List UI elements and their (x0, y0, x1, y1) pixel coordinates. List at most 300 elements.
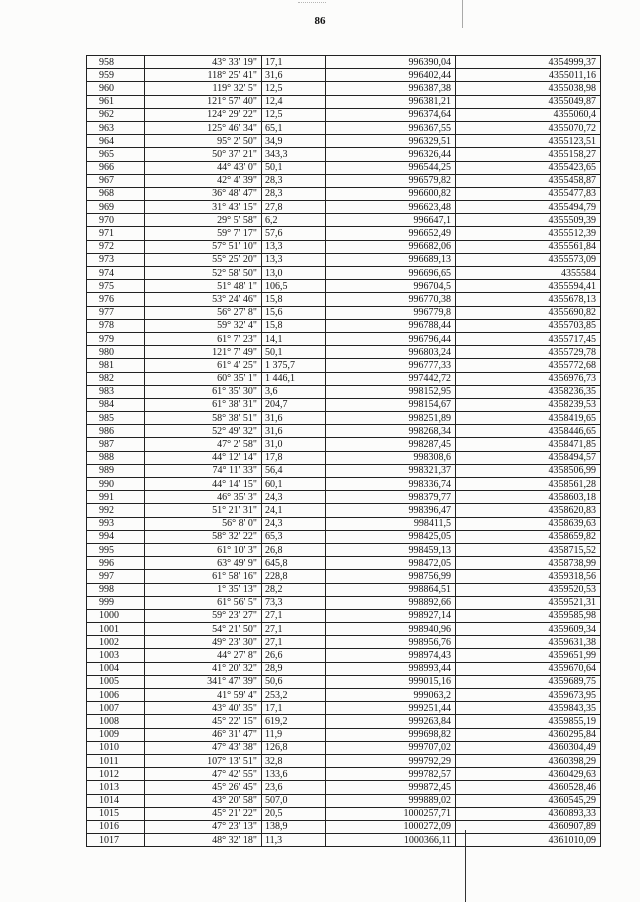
table-row (87, 148, 601, 161)
distance-cell: 31,0 (262, 438, 326, 451)
point-number-cell: 970 (87, 214, 145, 227)
distance-cell: 204,7 (262, 398, 326, 411)
distance-cell: 27,8 (262, 201, 326, 214)
y-coordinate-cell: 4360528,46 (456, 781, 601, 794)
distance-cell: 138,9 (262, 820, 326, 833)
y-coordinate-cell: 4358236,35 (456, 385, 601, 398)
x-coordinate-cell: 996788,44 (326, 319, 456, 332)
y-coordinate-cell: 4359521,31 (456, 596, 601, 609)
distance-cell: 619,2 (262, 715, 326, 728)
point-number-cell: 979 (87, 332, 145, 345)
table-row (87, 425, 601, 438)
point-number-cell: 994 (87, 530, 145, 543)
y-coordinate-cell: 4355477,83 (456, 187, 601, 200)
y-coordinate-cell: 4360907,89 (456, 820, 601, 833)
distance-cell: 24,1 (262, 504, 326, 517)
point-number-cell: 1007 (87, 702, 145, 715)
distance-cell: 24,3 (262, 517, 326, 530)
distance-cell: 24,3 (262, 491, 326, 504)
bearing-cell: 60° 35' 1" (145, 372, 262, 385)
x-coordinate-cell: 999251,44 (326, 702, 456, 715)
y-coordinate-cell: 4360893,33 (456, 807, 601, 820)
table-row (87, 174, 601, 187)
point-number-cell: 968 (87, 187, 145, 200)
x-coordinate-cell: 999792,29 (326, 754, 456, 767)
bearing-cell: 124° 29' 22" (145, 108, 262, 121)
bearing-cell: 63° 49' 9" (145, 557, 262, 570)
point-number-cell: 965 (87, 148, 145, 161)
point-number-cell: 997 (87, 570, 145, 583)
y-coordinate-cell: 4359673,95 (456, 689, 601, 702)
table-row (87, 781, 601, 794)
point-number-cell: 967 (87, 174, 145, 187)
table-row (87, 121, 601, 134)
point-number-cell: 969 (87, 201, 145, 214)
point-number-cell: 989 (87, 464, 145, 477)
y-coordinate-cell: 4358603,18 (456, 491, 601, 504)
distance-cell: 14,1 (262, 332, 326, 345)
distance-cell: 507,0 (262, 794, 326, 807)
y-coordinate-cell: 4355423,65 (456, 161, 601, 174)
point-number-cell: 978 (87, 319, 145, 332)
y-coordinate-cell: 4355690,82 (456, 306, 601, 319)
distance-cell: 50,1 (262, 161, 326, 174)
table-row (87, 359, 601, 372)
bearing-cell: 61° 38' 31" (145, 398, 262, 411)
distance-cell: 13,3 (262, 240, 326, 253)
y-coordinate-cell: 4359585,98 (456, 609, 601, 622)
binding-rule-bottom (465, 830, 466, 902)
table-row (87, 201, 601, 214)
distance-cell: 12,4 (262, 95, 326, 108)
table-row (87, 609, 601, 622)
table-row (87, 543, 601, 556)
bearing-cell: 51° 21' 31" (145, 504, 262, 517)
table-row (87, 108, 601, 121)
table-row (87, 95, 601, 108)
bearing-cell: 74° 11' 33" (145, 464, 262, 477)
table-row (87, 346, 601, 359)
bearing-cell: 61° 58' 16" (145, 570, 262, 583)
x-coordinate-cell: 999263,84 (326, 715, 456, 728)
coordinates-table (86, 55, 601, 847)
distance-cell: 3,6 (262, 385, 326, 398)
bearing-cell: 61° 10' 3" (145, 543, 262, 556)
distance-cell: 73,3 (262, 596, 326, 609)
x-coordinate-cell: 998152,95 (326, 385, 456, 398)
point-number-cell: 964 (87, 135, 145, 148)
bearing-cell: 45° 22' 15" (145, 715, 262, 728)
point-number-cell: 988 (87, 451, 145, 464)
table-row (87, 280, 601, 293)
distance-cell: 126,8 (262, 741, 326, 754)
bearing-cell: 42° 4' 39" (145, 174, 262, 187)
bearing-cell: 61° 4' 25" (145, 359, 262, 372)
table-row (87, 187, 601, 200)
y-coordinate-cell: 4358494,57 (456, 451, 601, 464)
x-coordinate-cell: 996796,44 (326, 332, 456, 345)
point-number-cell: 1011 (87, 754, 145, 767)
y-coordinate-cell: 4360398,29 (456, 754, 601, 767)
x-coordinate-cell: 999063,2 (326, 689, 456, 702)
x-coordinate-cell: 996367,55 (326, 121, 456, 134)
bearing-cell: 1° 35' 13" (145, 583, 262, 596)
y-coordinate-cell: 4355772,68 (456, 359, 601, 372)
y-coordinate-cell: 4358659,82 (456, 530, 601, 543)
y-coordinate-cell: 4355703,85 (456, 319, 601, 332)
table-row (87, 675, 601, 688)
table-row (87, 636, 601, 649)
x-coordinate-cell: 996623,48 (326, 201, 456, 214)
x-coordinate-cell: 998864,51 (326, 583, 456, 596)
point-number-cell: 963 (87, 121, 145, 134)
point-number-cell: 1005 (87, 675, 145, 688)
y-coordinate-cell: 4355509,39 (456, 214, 601, 227)
distance-cell: 31,6 (262, 69, 326, 82)
table-row (87, 214, 601, 227)
table-row (87, 385, 601, 398)
table-row (87, 372, 601, 385)
distance-cell: 28,9 (262, 662, 326, 675)
bearing-cell: 54° 21' 50" (145, 623, 262, 636)
y-coordinate-cell: 4359609,34 (456, 623, 601, 636)
distance-cell: 50,6 (262, 675, 326, 688)
distance-cell: 253,2 (262, 689, 326, 702)
distance-cell: 106,5 (262, 280, 326, 293)
bearing-cell: 45° 21' 22" (145, 807, 262, 820)
y-coordinate-cell: 4358506,99 (456, 464, 601, 477)
table-row (87, 267, 601, 280)
point-number-cell: 998 (87, 583, 145, 596)
point-number-cell: 972 (87, 240, 145, 253)
x-coordinate-cell: 996387,38 (326, 82, 456, 95)
table-row (87, 56, 601, 69)
y-coordinate-cell: 4355584 (456, 267, 601, 280)
table-row (87, 438, 601, 451)
scan-mark (298, 2, 326, 8)
distance-cell: 17,1 (262, 56, 326, 69)
point-number-cell: 1004 (87, 662, 145, 675)
point-number-cell: 990 (87, 478, 145, 491)
table-row (87, 491, 601, 504)
y-coordinate-cell: 4358239,53 (456, 398, 601, 411)
x-coordinate-cell: 999707,02 (326, 741, 456, 754)
bearing-cell: 61° 7' 23" (145, 332, 262, 345)
bearing-cell: 52° 49' 32" (145, 425, 262, 438)
y-coordinate-cell: 4355158,27 (456, 148, 601, 161)
bearing-cell: 58° 38' 51" (145, 412, 262, 425)
y-coordinate-cell: 4360304,49 (456, 741, 601, 754)
bearing-cell: 59° 23' 27" (145, 609, 262, 622)
bearing-cell: 46° 31' 47" (145, 728, 262, 741)
point-number-cell: 1001 (87, 623, 145, 636)
x-coordinate-cell: 996600,82 (326, 187, 456, 200)
bearing-cell: 36° 48' 47" (145, 187, 262, 200)
y-coordinate-cell: 4360295,84 (456, 728, 601, 741)
point-number-cell: 966 (87, 161, 145, 174)
point-number-cell: 985 (87, 412, 145, 425)
x-coordinate-cell: 996777,33 (326, 359, 456, 372)
y-coordinate-cell: 4355561,84 (456, 240, 601, 253)
y-coordinate-cell: 4355678,13 (456, 293, 601, 306)
bearing-cell: 56° 8' 0" (145, 517, 262, 530)
table-row (87, 398, 601, 411)
distance-cell: 60,1 (262, 478, 326, 491)
distance-cell: 13,0 (262, 267, 326, 280)
x-coordinate-cell: 996696,65 (326, 267, 456, 280)
bearing-cell: 44° 12' 14" (145, 451, 262, 464)
y-coordinate-cell: 4360429,63 (456, 768, 601, 781)
table-row (87, 530, 601, 543)
table-row (87, 82, 601, 95)
point-number-cell: 993 (87, 517, 145, 530)
x-coordinate-cell: 996374,64 (326, 108, 456, 121)
x-coordinate-cell: 999889,02 (326, 794, 456, 807)
bearing-cell: 61° 35' 30" (145, 385, 262, 398)
table-row (87, 768, 601, 781)
y-coordinate-cell: 4359520,53 (456, 583, 601, 596)
bearing-cell: 52° 58' 50" (145, 267, 262, 280)
x-coordinate-cell: 998308,6 (326, 451, 456, 464)
y-coordinate-cell: 4359631,38 (456, 636, 601, 649)
table-row (87, 319, 601, 332)
point-number-cell: 996 (87, 557, 145, 570)
distance-cell: 228,8 (262, 570, 326, 583)
point-number-cell: 958 (87, 56, 145, 69)
table-row (87, 649, 601, 662)
y-coordinate-cell: 4354999,37 (456, 56, 601, 69)
bearing-cell: 125° 46' 34" (145, 121, 262, 134)
distance-cell: 57,6 (262, 227, 326, 240)
bearing-cell: 43° 20' 58" (145, 794, 262, 807)
point-number-cell: 999 (87, 596, 145, 609)
table-row (87, 570, 601, 583)
y-coordinate-cell: 4355060,4 (456, 108, 601, 121)
x-coordinate-cell: 998336,74 (326, 478, 456, 491)
x-coordinate-cell: 998993,44 (326, 662, 456, 675)
bearing-cell: 46° 35' 3" (145, 491, 262, 504)
x-coordinate-cell: 998411,5 (326, 517, 456, 530)
point-number-cell: 1013 (87, 781, 145, 794)
x-coordinate-cell: 998472,05 (326, 557, 456, 570)
table-row (87, 412, 601, 425)
distance-cell: 34,9 (262, 135, 326, 148)
bearing-cell: 43° 33' 19" (145, 56, 262, 69)
table-row (87, 227, 601, 240)
page-number: 86 (314, 15, 326, 27)
table-row (87, 293, 601, 306)
table-row (87, 741, 601, 754)
y-coordinate-cell: 4355011,16 (456, 69, 601, 82)
point-number-cell: 1015 (87, 807, 145, 820)
table-row (87, 596, 601, 609)
distance-cell: 15,8 (262, 293, 326, 306)
distance-cell: 28,3 (262, 187, 326, 200)
point-number-cell: 980 (87, 346, 145, 359)
bearing-cell: 48° 32' 18" (145, 834, 262, 847)
x-coordinate-cell: 999698,82 (326, 728, 456, 741)
point-number-cell: 1002 (87, 636, 145, 649)
point-number-cell: 1008 (87, 715, 145, 728)
bearing-cell: 50° 37' 21" (145, 148, 262, 161)
distance-cell: 28,2 (262, 583, 326, 596)
distance-cell: 32,8 (262, 754, 326, 767)
x-coordinate-cell: 996402,44 (326, 69, 456, 82)
x-coordinate-cell: 996326,44 (326, 148, 456, 161)
table-row (87, 689, 601, 702)
table-row (87, 161, 601, 174)
y-coordinate-cell: 4356976,73 (456, 372, 601, 385)
point-number-cell: 991 (87, 491, 145, 504)
distance-cell: 15,8 (262, 319, 326, 332)
table-row (87, 306, 601, 319)
distance-cell: 31,6 (262, 412, 326, 425)
table-row (87, 253, 601, 266)
point-number-cell: 1009 (87, 728, 145, 741)
y-coordinate-cell: 4355494,79 (456, 201, 601, 214)
bearing-cell: 44° 27' 8" (145, 649, 262, 662)
bearing-cell: 118° 25' 41" (145, 69, 262, 82)
bearing-cell: 31° 43' 15" (145, 201, 262, 214)
y-coordinate-cell: 4359855,19 (456, 715, 601, 728)
x-coordinate-cell: 996381,21 (326, 95, 456, 108)
x-coordinate-cell: 998154,67 (326, 398, 456, 411)
point-number-cell: 977 (87, 306, 145, 319)
x-coordinate-cell: 998321,37 (326, 464, 456, 477)
distance-cell: 65,1 (262, 121, 326, 134)
x-coordinate-cell: 1000272,09 (326, 820, 456, 833)
point-number-cell: 1000 (87, 609, 145, 622)
y-coordinate-cell: 4359689,75 (456, 675, 601, 688)
y-coordinate-cell: 4358738,99 (456, 557, 601, 570)
y-coordinate-cell: 4355070,72 (456, 121, 601, 134)
y-coordinate-cell: 4355458,87 (456, 174, 601, 187)
x-coordinate-cell: 998287,45 (326, 438, 456, 451)
bearing-cell: 41° 59' 4" (145, 689, 262, 702)
distance-cell: 20,5 (262, 807, 326, 820)
y-coordinate-cell: 4359651,99 (456, 649, 601, 662)
distance-cell: 1 446,1 (262, 372, 326, 385)
bearing-cell: 44° 14' 15" (145, 478, 262, 491)
y-coordinate-cell: 4360545,29 (456, 794, 601, 807)
x-coordinate-cell: 1000257,71 (326, 807, 456, 820)
bearing-cell: 59° 32' 4" (145, 319, 262, 332)
bearing-cell: 44° 43' 0" (145, 161, 262, 174)
table-row (87, 623, 601, 636)
x-coordinate-cell: 998940,96 (326, 623, 456, 636)
distance-cell: 28,3 (262, 174, 326, 187)
x-coordinate-cell: 996647,1 (326, 214, 456, 227)
x-coordinate-cell: 996682,06 (326, 240, 456, 253)
bearing-cell: 47° 42' 55" (145, 768, 262, 781)
table-row (87, 807, 601, 820)
distance-cell: 1 375,7 (262, 359, 326, 372)
distance-cell: 26,8 (262, 543, 326, 556)
point-number-cell: 1012 (87, 768, 145, 781)
x-coordinate-cell: 998379,77 (326, 491, 456, 504)
y-coordinate-cell: 4358639,63 (456, 517, 601, 530)
distance-cell: 17,1 (262, 702, 326, 715)
distance-cell: 12,5 (262, 108, 326, 121)
y-coordinate-cell: 4359318,56 (456, 570, 601, 583)
distance-cell: 645,8 (262, 557, 326, 570)
bearing-cell: 49° 23' 30" (145, 636, 262, 649)
point-number-cell: 1016 (87, 820, 145, 833)
point-number-cell: 1014 (87, 794, 145, 807)
x-coordinate-cell: 996652,49 (326, 227, 456, 240)
x-coordinate-cell: 996779,8 (326, 306, 456, 319)
bearing-cell: 41° 20' 32" (145, 662, 262, 675)
y-coordinate-cell: 4355038,98 (456, 82, 601, 95)
table-row (87, 240, 601, 253)
point-number-cell: 1003 (87, 649, 145, 662)
table-row (87, 794, 601, 807)
distance-cell: 11,3 (262, 834, 326, 847)
distance-cell: 11,9 (262, 728, 326, 741)
distance-cell: 6,2 (262, 214, 326, 227)
distance-cell: 65,3 (262, 530, 326, 543)
y-coordinate-cell: 4355123,51 (456, 135, 601, 148)
distance-cell: 50,1 (262, 346, 326, 359)
y-coordinate-cell: 4358715,52 (456, 543, 601, 556)
bearing-cell: 121° 7' 49" (145, 346, 262, 359)
x-coordinate-cell: 998974,43 (326, 649, 456, 662)
point-number-cell: 973 (87, 253, 145, 266)
x-coordinate-cell: 998425,05 (326, 530, 456, 543)
bearing-cell: 51° 48' 1" (145, 280, 262, 293)
y-coordinate-cell: 4359843,35 (456, 702, 601, 715)
bearing-cell: 56° 27' 8" (145, 306, 262, 319)
x-coordinate-cell: 998756,99 (326, 570, 456, 583)
table-row (87, 464, 601, 477)
table-row (87, 715, 601, 728)
point-number-cell: 987 (87, 438, 145, 451)
bearing-cell: 47° 2' 58" (145, 438, 262, 451)
x-coordinate-cell: 996329,51 (326, 135, 456, 148)
x-coordinate-cell: 999782,57 (326, 768, 456, 781)
table-row (87, 332, 601, 345)
y-coordinate-cell: 4355717,45 (456, 332, 601, 345)
distance-cell: 133,6 (262, 768, 326, 781)
distance-cell: 27,1 (262, 609, 326, 622)
bearing-cell: 47° 43' 38" (145, 741, 262, 754)
x-coordinate-cell: 999015,16 (326, 675, 456, 688)
distance-cell: 26,6 (262, 649, 326, 662)
point-number-cell: 982 (87, 372, 145, 385)
bearing-cell: 55° 25' 20" (145, 253, 262, 266)
y-coordinate-cell: 4355594,41 (456, 280, 601, 293)
y-coordinate-cell: 4355729,78 (456, 346, 601, 359)
distance-cell: 27,1 (262, 623, 326, 636)
point-number-cell: 1017 (87, 834, 145, 847)
x-coordinate-cell: 996579,82 (326, 174, 456, 187)
y-coordinate-cell: 4355049,87 (456, 95, 601, 108)
x-coordinate-cell: 996770,38 (326, 293, 456, 306)
x-coordinate-cell: 997442,72 (326, 372, 456, 385)
point-number-cell: 975 (87, 280, 145, 293)
bearing-cell: 59° 7' 17" (145, 227, 262, 240)
y-coordinate-cell: 4361010,09 (456, 834, 601, 847)
table-row (87, 478, 601, 491)
point-number-cell: 976 (87, 293, 145, 306)
y-coordinate-cell: 4358620,83 (456, 504, 601, 517)
point-number-cell: 992 (87, 504, 145, 517)
bearing-cell: 119° 32' 5" (145, 82, 262, 95)
distance-cell: 343,3 (262, 148, 326, 161)
table-row (87, 135, 601, 148)
x-coordinate-cell: 1000366,11 (326, 834, 456, 847)
distance-cell: 12,5 (262, 82, 326, 95)
